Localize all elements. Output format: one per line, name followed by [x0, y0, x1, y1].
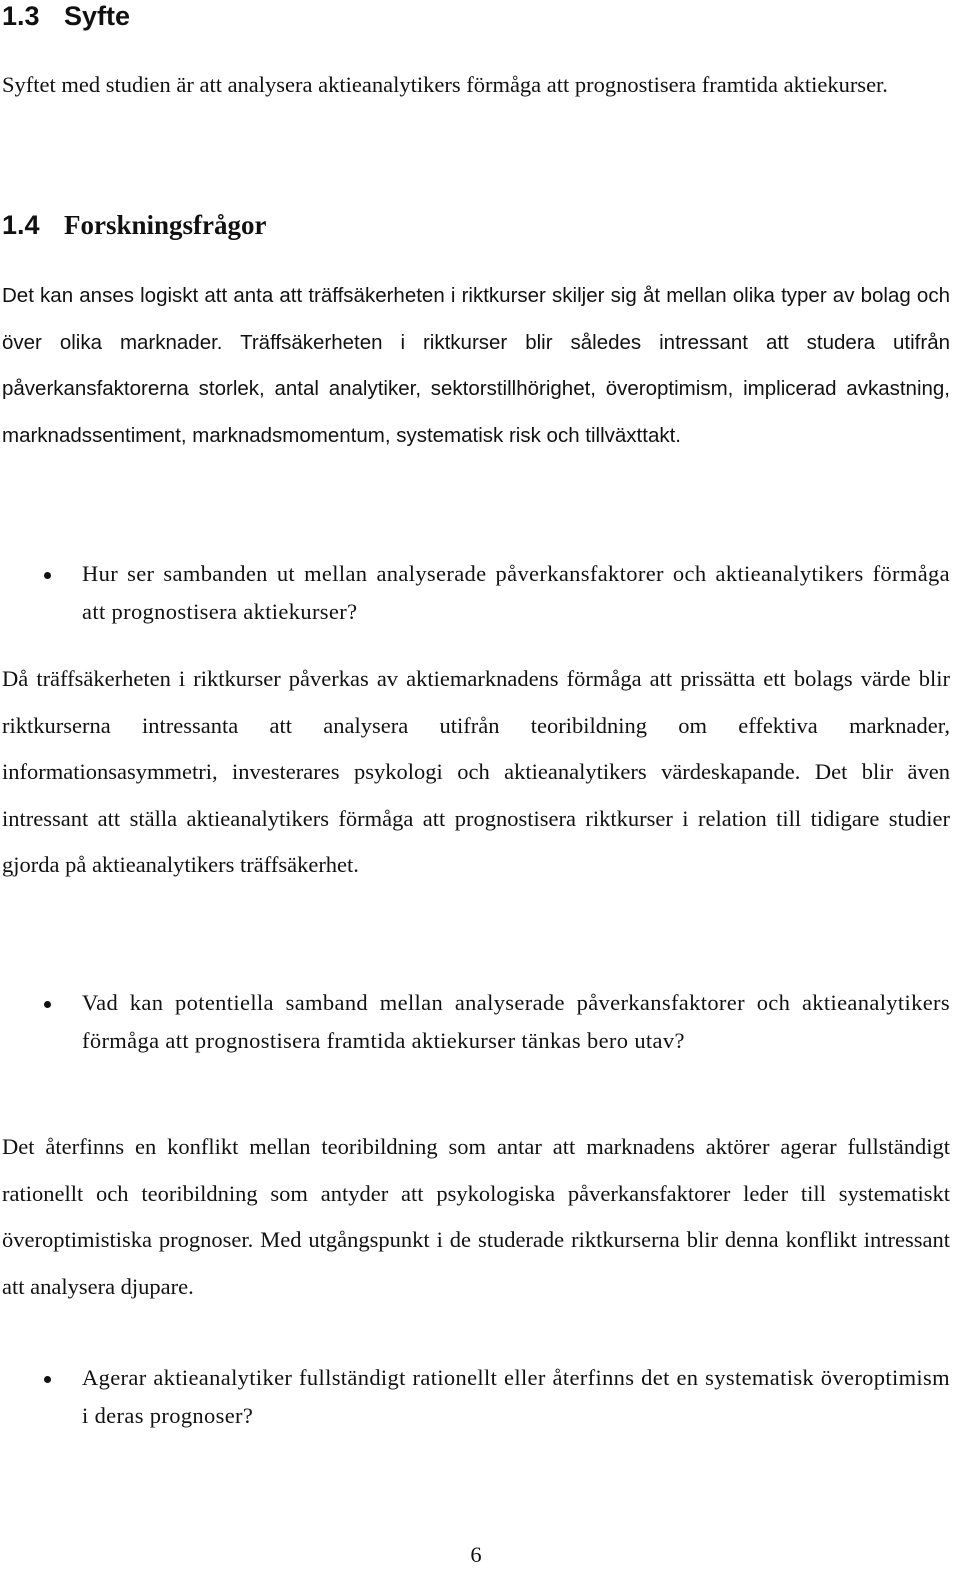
- question-text: Vad kan potentiella samband mellan analyserade påverkansfaktorer och aktieanalytikers förmåga att prognostisera framtida aktiekurser tänkas bero utav?: [82, 990, 950, 1053]
- section-number: 1.4: [2, 210, 40, 240]
- page-number: 6: [470, 1542, 482, 1567]
- section-title: Forskningsfrågor: [64, 210, 267, 240]
- research-question-2: [82, 984, 950, 1060]
- bullet-icon: [44, 1376, 51, 1383]
- bullet-icon: [44, 572, 51, 579]
- research-intro-paragraph: Det kan anses logiskt att anta att träffsäkerheten i riktkurser skiljer sig åt mellan olika typer av bolag och över olika marknader. Träffsäkerheten i riktkurser blir således intressant att studera utifrån påverkansfaktorerna storlek, antal analytiker, sektorstillhörighet, överoptimism, implicerad avkastning, marknadssentiment, marknadsmomentum, systematisk risk och tillväxttakt.: [2, 284, 950, 447]
- research-question-1: [82, 555, 950, 631]
- question-text: Hur ser sambanden ut mellan analyserade påverkansfaktorer och aktieanalytikers förmåga att prognostisera aktiekurser?: [82, 561, 950, 624]
- body-paragraph: Då träffsäkerheten i riktkurser påverkas av aktiemarknadens förmåga att prissätta ett bolags värde blir riktkurserna intressanta att analysera utifrån teoribildning om effektiva marknader, informationsasymmetri, investerares psykologi och aktieanalytikers värdeskapande. Det blir även intressant att ställa aktieanalytikers förmåga att prognostisera riktkurser i relation till tidigare studier gjorda på aktieanalytikers träffsäkerhet.: [2, 666, 950, 877]
- body-paragraph: Det återfinns en konflikt mellan teoribildning som antar att marknadens aktörer agerar fullständigt rationellt och teoribildning som antyder att psykologiska påverkansfaktorer leder till systematiskt överoptimistiska prognoser. Med utgångspunkt i de studerade riktkurserna blir denna konflikt intressant att analysera djupare.: [2, 1134, 950, 1299]
- section-number: 1.3: [2, 1, 40, 31]
- section-heading-forskningsfragor: [2, 209, 267, 241]
- question-text: Agerar aktieanalytiker fullständigt rationellt eller återfinns det en systematisk överoptimism i deras prognoser?: [82, 1365, 950, 1428]
- research-question-3: [82, 1359, 950, 1435]
- section-heading-syfte: [2, 0, 130, 32]
- section-title: Syfte: [64, 1, 131, 31]
- purpose-paragraph: Syftet med studien är att analysera aktieanalytikers förmåga att prognostisera framtida aktiekurser.: [2, 72, 888, 97]
- bullet-icon: [44, 1001, 51, 1008]
